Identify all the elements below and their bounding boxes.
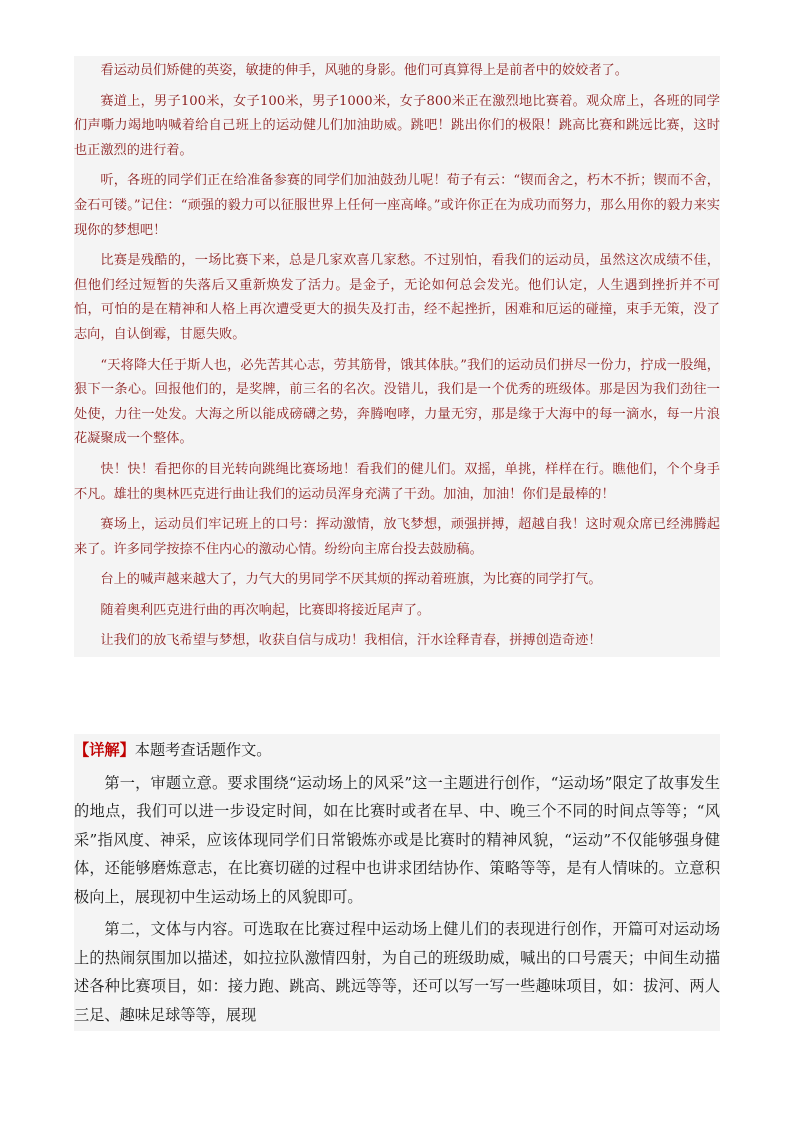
- detail-label: 【详解】: [74, 741, 135, 759]
- essay-paragraph: 听，各班的同学们正在给准备参赛的同学们加油鼓劲儿呢！荀子有云：“锲而舍之，朽木不折；锲而不舍，金石可镂。”记住：“顽强的毅力可以征服世界上任何一座高峰。”或许你正在为成功而努力，那么用你的毅力来实现你的梦想吧！: [74, 173, 720, 238]
- essay-paragraph: 让我们的放飞希望与梦想，收获自信与成功！我相信，汗水诠释青春，拼搏创造奇迹！: [100, 633, 602, 649]
- essay-paragraph: 赛场上，运动员们牢记班上的口号：挥动激情，放飞梦想，顽强拼搏，超越自我！这时观众席已经沸腾起来了。许多同学按捺不住内心的激动心情。纷纷向主席台投去鼓励稿。: [74, 517, 720, 557]
- analysis-paragraph: 第二，文体与内容。可选取在比赛过程中运动场上健儿们的表现进行创作，开篇可对运动场上的热闹氛围加以描述，如拉拉队激情四射，为自己的班级助威，喊出的口号震天；中间生动描述各种比赛项目，如：接力跑、跳高、跳远等等，还可以写一写一些趣味项目，如：拔河、两人三足、趣味足球等等，展现: [74, 920, 720, 1024]
- essay-paragraph: 赛道上，男子100米，女子100米，男子1000米，女子800米正在激烈地比赛着。观众席上，各班的同学们声嘶力竭地呐喊着给自己班上的运动健儿们加油助威。跳吧！跳出你们的极限！跳高比赛和跳远比赛，这时也正激烈的进行着。: [74, 93, 720, 158]
- essay-paragraph: 快！快！看把你的目光转向跳绳比赛场地！看我们的健儿们。双摇，单挑，样样在行。瞧他们，个个身手不凡。雄壮的奥林匹克进行曲让我们的运动员浑身充满了干劲。加油，加油！你们是最棒的！: [74, 461, 720, 502]
- essay-paragraph: 看运动员们矫健的英姿，敏捷的伸手，风驰的身影。他们可真算得上是前者中的姣姣者了。: [100, 63, 628, 78]
- essay-paragraph: “天将降大任于斯人也，必先苦其心志，劳其筋骨，饿其体肤。”我们的运动员们拼尽一份力，拧成一股绳，狠下一条心。回报他们的，是奖牌，前三名的名次。没错儿，我们是一个优秀的班级体。那是因为我们劲往一处使，力往一处发。大海之所以能成磅礴之势，奔腾咆哮，力量无穷，那是缘于大海中的每一滴水，每一片浪花凝聚成一个整体。: [74, 357, 720, 447]
- analysis-paragraph: 第一，审题立意。要求围绕“运动场上的风采”这一主题进行创作，“运动场”限定了故事发生的地点，我们可以进一步设定时间，如在比赛时或者在早、中、晚三个不同的时间点等等；“风采”指风度、神采，应该体现同学们日常锻炼亦或是比赛时的精神风貌，“运动”不仅能够强身健体，还能够磨炼意志，在比赛切磋的过程中也讲求团结协作、策略等等，是有人情味的。立意积极向上，展现初中生运动场上的风貌即可。: [74, 773, 720, 906]
- analysis-section: [74, 734, 720, 1031]
- model-essay: [74, 56, 720, 657]
- essay-paragraph: 台上的喊声越来越大了，力气大的男同学不厌其烦的挥动着班旗，为比赛的同学打气。: [100, 572, 602, 588]
- essay-paragraph: 随着奥利匹克进行曲的再次响起，比赛即将接近尾声了。: [100, 602, 431, 618]
- analysis-heading-text: 本题考查话题作文。: [134, 741, 272, 759]
- analysis-heading: [74, 734, 720, 767]
- essay-paragraph: 比赛是残酷的，一场比赛下来，总是几家欢喜几家愁。不过别怕，看我们的运动员，虽然这次成绩不佳，但他们经过短暂的失落后又重新焕发了活力。是金子，无论如何总会发光。他们认定，人生遇到挫折并不可怕，可怕的是在精神和人格上再次遭受更大的损失及打击，经不起挫折，困难和厄运的碰撞，束手无策，没了志向，自认倒霉，甘愿失败。: [74, 253, 720, 342]
